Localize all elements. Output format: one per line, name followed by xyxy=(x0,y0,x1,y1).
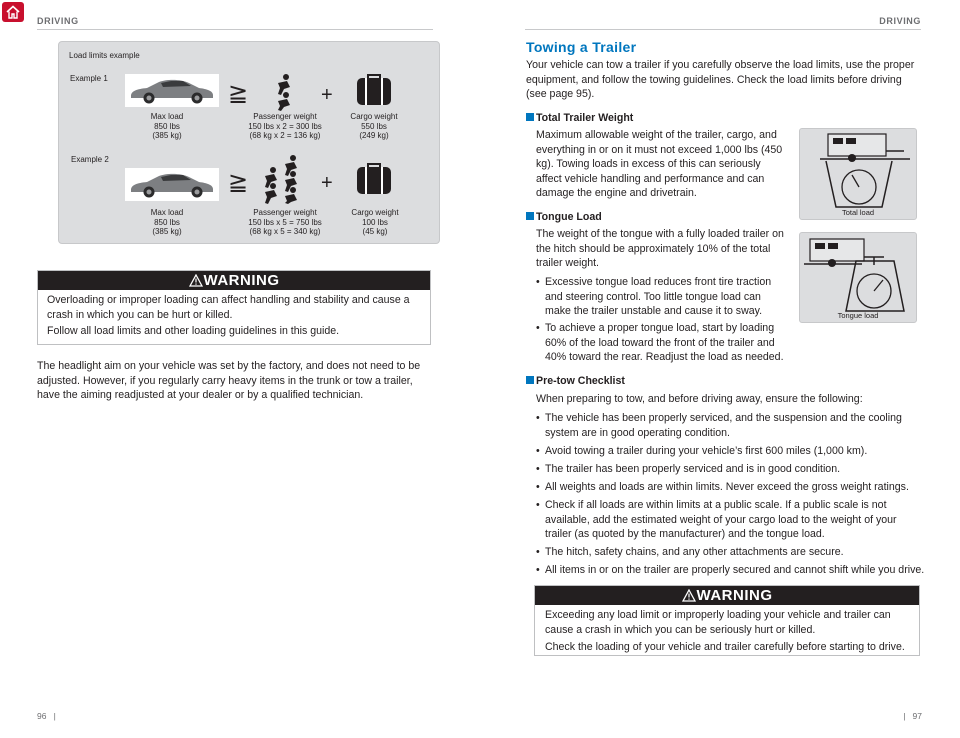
load-limits-panel xyxy=(58,41,440,244)
section-header-left: DRIVING xyxy=(37,16,79,26)
ex1-maxload: Max load 850 lbs (385 kg) xyxy=(150,112,184,140)
figure-caption: Tongue load xyxy=(837,311,879,320)
example2-label: Example 2 xyxy=(71,155,109,164)
passenger-icon-group xyxy=(273,73,297,111)
warning-box-right xyxy=(534,585,920,656)
total-weight-heading: Total Trailer Weight xyxy=(526,112,633,124)
tongue-load-text: The weight of the tongue with a fully loaded trailer on the hitch should be approximately 10% of the total trailer weight. xyxy=(536,228,784,270)
page-number-right: | 97 xyxy=(903,711,922,721)
headlight-paragraph: The headlight aim on your vehicle was set by the factory, and does not need to be adjusted. However, if you regularly carry heavy items in the trunk or tow a trailer, have the aiming readjusted at your dealer or by a qualified technician. xyxy=(37,360,421,402)
page-title: Towing a Trailer xyxy=(526,39,637,55)
towing-intro: Your vehicle can tow a trailer if you carefully observe the load limits, use the proper equipment, and follow the towing guidelines. Check the load limits before driving (see page 95). xyxy=(526,59,915,101)
warning-banner: WARNING xyxy=(38,271,430,290)
trailer-scale-diagram xyxy=(800,129,918,209)
header-divider-left xyxy=(37,29,433,30)
list-item: • Excessive tongue load reduces front tire traction and steering control. Too little tongue load can make the trailer unstable and cause it to sway. xyxy=(536,275,786,319)
greater-equal-symbol: ≧ xyxy=(228,169,249,196)
warning-banner: WARNING xyxy=(535,586,919,605)
section-header-right: DRIVING xyxy=(879,16,921,26)
warning-triangle-icon xyxy=(189,274,203,287)
passenger-icon-group xyxy=(259,154,305,204)
warning-text: Exceeding any load limit or improperly loading your vehicle and trailer can cause a crash in which you can be seriously hurt or killed. xyxy=(545,609,891,636)
header-divider-right xyxy=(525,29,921,30)
trailer-hitch-scale-diagram xyxy=(800,233,918,313)
total-load-figure xyxy=(799,128,917,220)
list-item: • The trailer has been properly serviced and is in good condition. xyxy=(536,462,920,477)
total-weight-text: Maximum allowable weight of the trailer, cargo, and everything in or on it must not exceed 1,000 lbs (450 kg). Towing loads in excess of this can seriously affect vehicle handling and performance and can damage the engine and drivetrain. xyxy=(536,129,783,200)
plus-symbol: + xyxy=(321,84,333,106)
tongue-load-figure xyxy=(799,232,917,323)
page-number-left: 96 | xyxy=(37,711,56,721)
ex1-cargo-weight: Cargo weight 550 lbs (249 kg) xyxy=(350,112,398,140)
tongue-load-heading: Tongue Load xyxy=(526,211,602,223)
list-item: • All weights and loads are within limits. Never exceed the gross weight ratings. xyxy=(536,480,920,495)
plus-symbol: + xyxy=(321,172,333,194)
list-item: • Check if all loads are within limits at a public scale. If a public scale is not available, add the estimated weight of your cargo load to the weight of your trailer (as quoted by the manufacturer) and the tongue load. xyxy=(536,498,920,542)
car-image xyxy=(125,168,219,201)
cargo-icon xyxy=(356,74,392,106)
ex2-maxload: Max load 850 lbs (385 kg) xyxy=(150,208,184,236)
list-item: • Avoid towing a trailer during your vehicle’s first 600 miles (1,000 km). xyxy=(536,444,920,459)
list-item: • To achieve a proper tongue load, start by loading 60% of the load toward the front of the trailer and 40% toward the rear. Readjust the load as needed. xyxy=(536,321,786,365)
ex2-passenger-weight: Passenger weight 150 lbs x 5 = 750 lbs (68 kg x 5 = 340 kg) xyxy=(248,208,322,236)
warning-text: Check the loading of your vehicle and trailer carefully before starting to drive. xyxy=(545,641,905,653)
pretow-intro: When preparing to tow, and before driving away, ensure the following: xyxy=(536,393,863,405)
cargo-icon xyxy=(356,163,392,195)
figure-caption: Total load xyxy=(841,208,875,217)
car-image xyxy=(125,74,219,107)
greater-equal-symbol: ≧ xyxy=(228,80,249,107)
home-button[interactable] xyxy=(2,2,24,22)
example1-label: Example 1 xyxy=(70,74,108,83)
list-item: • All items in or on the trailer are properly secured and cannot shift while you drive. xyxy=(536,563,928,578)
warning-triangle-icon xyxy=(682,589,696,602)
list-item: • The hitch, safety chains, and any other attachments are secure. xyxy=(536,545,920,560)
ex2-cargo-weight: Cargo weight 100 lbs (45 kg) xyxy=(351,208,399,236)
panel-title: Load limits example xyxy=(69,51,140,60)
warning-text: Follow all load limits and other loading guidelines in this guide. xyxy=(47,325,340,337)
pretow-heading: Pre-tow Checklist xyxy=(526,375,625,387)
ex1-passenger-weight: Passenger weight 150 lbs x 2 = 300 lbs (68 kg x 2 = 136 kg) xyxy=(248,112,322,140)
warning-text: Overloading or improper loading can affect handling and stability and cause a crash in which you can be hurt or killed. xyxy=(47,294,410,321)
warning-box-left xyxy=(37,270,431,345)
list-item: • The vehicle has been properly serviced, and the suspension and the cooling system are in good operating condition. xyxy=(536,411,920,440)
home-icon xyxy=(5,4,21,20)
